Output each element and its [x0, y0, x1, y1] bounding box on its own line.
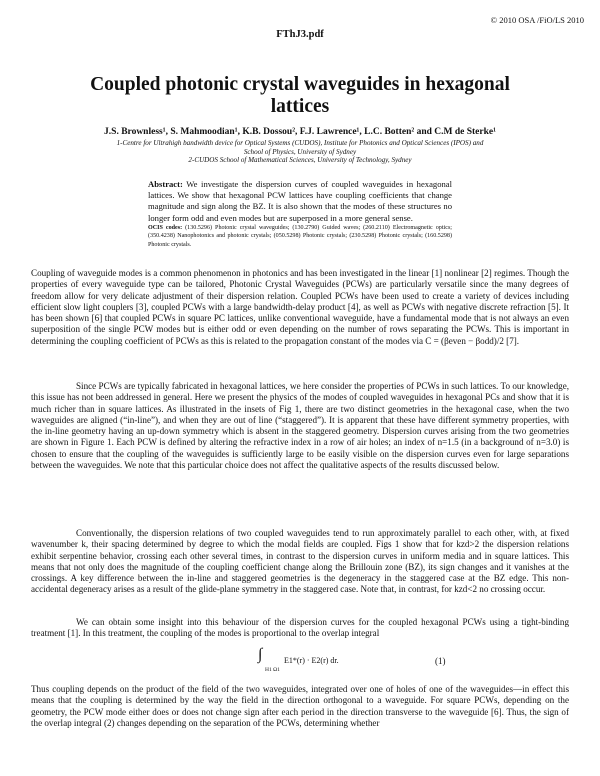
affiliation-line: School of Physics, University of Sydney [243, 147, 357, 156]
paragraph-3: Conventionally, the dispersion relations of two coupled waveguides tend to run approximately parallel to each other, with, at fixed wavenumber k, their spacing determined by degree to which the modal fields are coupled. Figs 1 show that for kzd>2 the dispersion relations exhibit serpentine behavior, crossing each other several times, in contrast to the dispersion curves in uniform media and in square lattices. This means that not only does the magnitude of the coupling coefficient change along the Brillouin zone (BZ), its sign changes and it vanishes at the crossings. A key difference between the in-line and staggered geometries is the degeneracy in the staggered case at the BZ edge. This non-accidental degeneracy arises as a result of the glide-plane symmetry in the staggered case. Note that, in contrast, for kzd<2 no crossing occur. [31, 528, 569, 595]
author-list: J.S. Brownless¹, S. Mahmoodian¹, K.B. Dossou², F.J. Lawrence¹, L.C. Botten² and C.M de Sterke¹ [104, 127, 496, 137]
equation-number: (1) [435, 656, 446, 666]
paper-title: Coupled photonic crystal waveguides in hexagonal lattices [90, 74, 510, 117]
ocis-label: OCIS codes: [148, 225, 183, 231]
abstract-label: Abstract: [148, 179, 183, 189]
affiliation-line: 2-CUDOS School of Mathematical Sciences, University of Technology, Sydney [188, 156, 412, 165]
abstract-text: We investigate the dispersion curves of coupled waveguides in hexagonal lattices. We show that hexagonal PCW lattices have coupling coefficients that change magnitude and sign along the BZ. It is also shown that the modes of these structures no longer form odd and even modes but are superposed in a more general sense. [148, 179, 452, 223]
integrand: E1*(r) · E2(r) dr. [284, 656, 339, 665]
affiliations [30, 139, 570, 165]
ocis-codes [148, 224, 452, 249]
ocis-text: (130.5296) Photonic crystal waveguides; (130.2790) Guided waves; (260.2110) Electromagnetic optics; (350.4238) Nanophotonics and photonic crystals; (050.5298) Photonic crystals; (230.5298) Photonic crystals; (160.5298) Photonic crystals. [148, 225, 453, 248]
integral-sign-icon: ∫ [258, 646, 263, 663]
copyright-notice: © 2010 OSA /FiO/LS 2010 [490, 15, 584, 25]
paragraph-2: Since PCWs are typically fabricated in hexagonal lattices, we here consider the properties of PCWs in such lattices. To our knowledge, this issue has not been addressed in general. Here we present the physics of the modes of coupled waveguides in hexagonal PCs and show that it is much richer than in square lattices. As illustrated in the insets of Fig 1, there are two distinct geometries in the hexagonal case, when the two waveguides are aligned (“in-line”), and when they are out of line (“staggered”). It is apparent that these have different symmetry properties, with the in-line geometry having an up-down symmetry which is absent in the staggered geometry. Dispersion curves arising from the two geometries are shown in Figure 1. Each PCW is defined by altering the refractive index in a row of air holes; an index of n=1.5 (in a background of n=3.0) is chosen to ensure that the coupling of the waveguides is sufficiently large to be easily visible on the dispersion curves even for large separations between the waveguides. We note that this particular choice does not affect the qualitative aspects of the results discussed below. [31, 381, 569, 470]
integral-domain: H1 Ω1 [265, 667, 280, 673]
affiliation-line: 1-Centre for Ultrahigh bandwidth device for Optical Systems (CUDOS), Institute for Photonics and Optical Sciences (IPOS) and [116, 139, 484, 147]
paragraph-5: Thus coupling depends on the product of the field of the two waveguides, integrated over one of holes of one of the waveguides—in effect this means that the coupling is determined by the way the field in the direction orthogonal to a waveguide. For square PCWs, depending on the geometry, the PCW mode either does or does not change sign after each period in the direction transverse to the waveguide [6]. Thus, the sign of the overlap integral (2) changes depending on the separation of the PCWs, determining whether [31, 684, 569, 728]
abstract [148, 179, 452, 224]
paragraph-4: We can obtain some insight into this behaviour of the dispersion curves for the coupled hexagonal PCWs using a tight-binding treatment [1]. In this treatment, the coupling of the modes is proportional to the overlap integral [31, 617, 569, 639]
paragraph-1: Coupling of waveguide modes is a common phenomenon in photonics and has been investigated in the linear [1] nonlinear [2] regimes. Though the properties of every waveguide type can be tailored, Photonic Crystal Waveguides (PCWs) are particularly versatile since the many degrees of freedom allow for very delicate adjustment of their dispersion relation. Coupled PCWs have been used to create a variety of devices including efficient slow light couplers [3], coupled PCWs with a large bandwidth-delay product [4], as well as PCWs with negative discrete refraction [5]. It has been shown [6] that coupled PCWs in square PC lattices, unlike conventional waveguide, have a fundamental mode that is not always an even superposition of the single PCW modes but is either odd or even depending on the number of rows separating the PCWs. This is important in determining the coupling coefficient of PCWs as this is related to the propagation constant of the modes via C = (βeven − βodd)/2 [7]. [31, 268, 569, 346]
paper-id: FThJ3.pdf [276, 29, 324, 40]
overlap-integral-equation [258, 646, 458, 676]
